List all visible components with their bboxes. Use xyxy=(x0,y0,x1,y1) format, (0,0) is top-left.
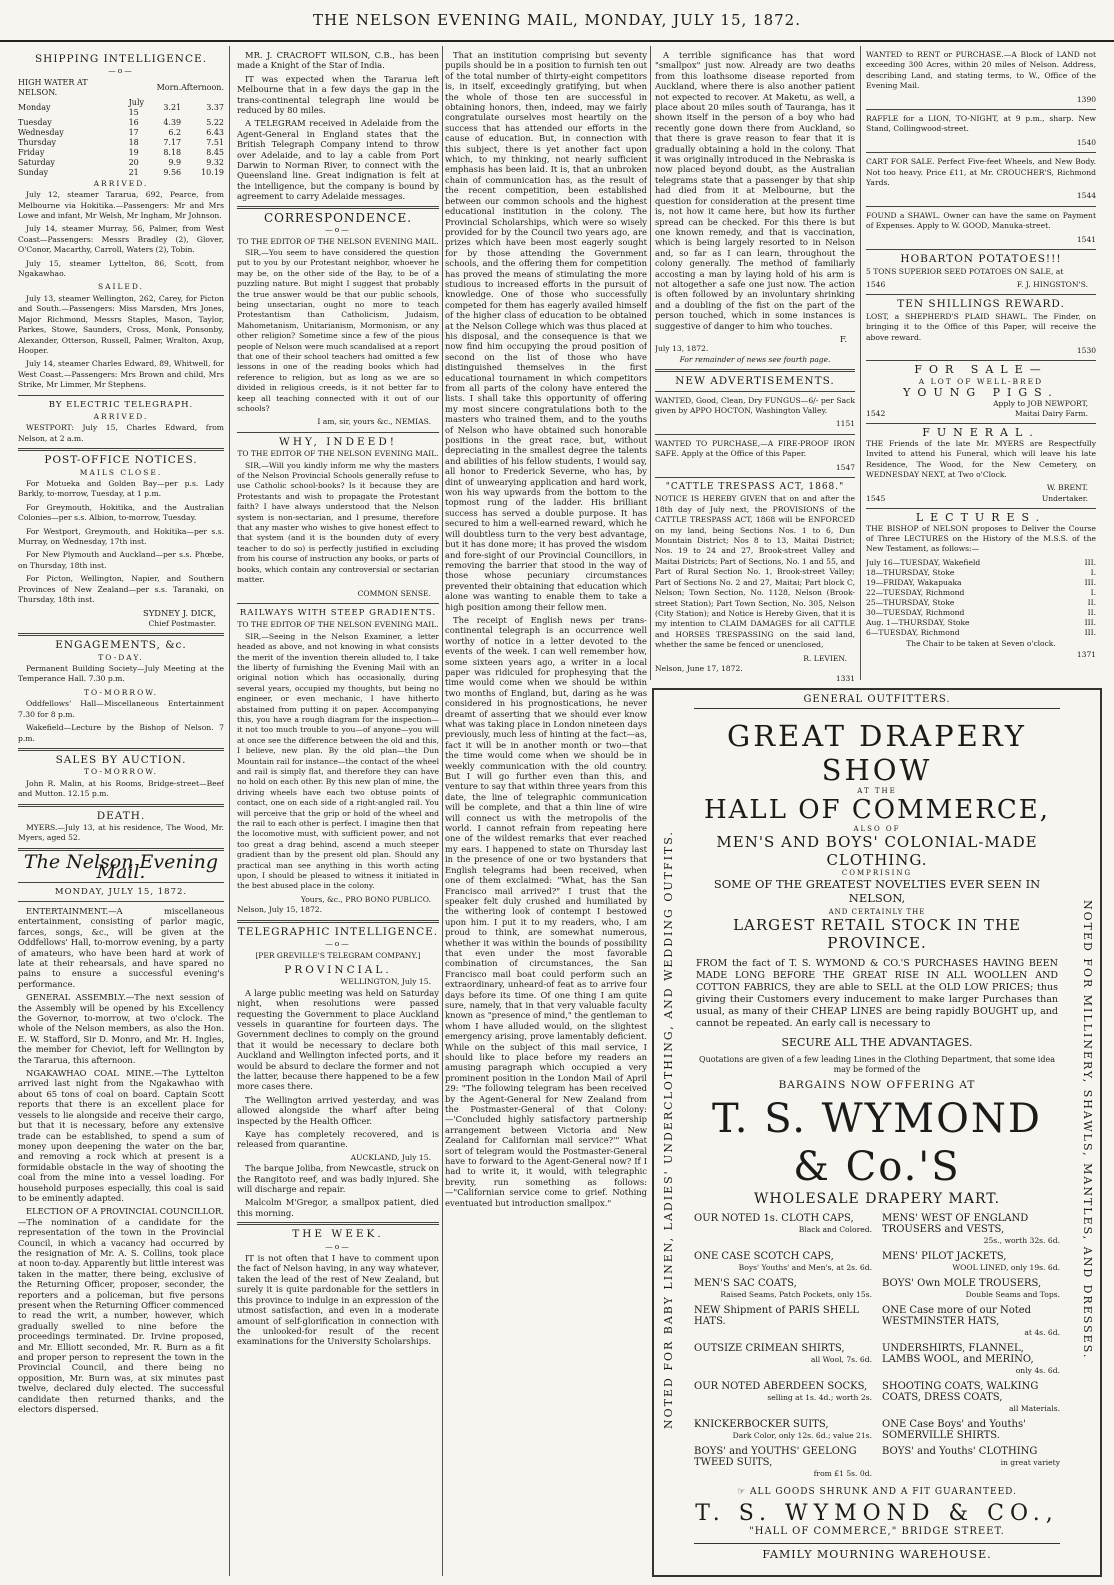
list-item: BOYS' Own MOLE TROUSERS, Double Seams and Tops. xyxy=(882,1278,1060,1299)
right-vertical-banner: NOTED FOR MILLINERY, SHAWLS, MANTLES, AND DRESSES. xyxy=(1081,900,1094,1360)
table-row: 25—THURSDAY, Stoke II. xyxy=(866,597,1096,607)
news-paragraph: MR. J. CRACROFT WILSON, C.B., has been made a Knight of the Star of India. xyxy=(237,50,439,71)
news-paragraph: IT was expected when the Tararua left Melbourne that in a few days the gap in the trans-continental telegraph line would be reduced by 80 miles. xyxy=(237,73,439,116)
news-paragraph: GENERAL ASSEMBLY.—The next session of the Assembly will be opened by his Excellency the Governor, to-morrow, at two o'clock. The whole of the Nelson members, as also the Hon. E. W. Stafford, Sir D. Monro, and Mr. H. Ingles, the member for Cheviot, left for Wellington by the Tararua, this afternoon. xyxy=(18,992,224,1065)
table-row: Saturday 20 9.9 9.32 xyxy=(18,157,224,167)
column-4: A terrible significance has that word "smallpox" just now. Already are two deaths from this loathsome disease reported from Auckland, where there is also another patient not expected to recover. At Maketu, as well, a place about 20 miles south of Tauranga, has it shown itself in the person of a boy who had recently gone down there from Auckland, so that there is grave reason to fear that it is gradually obtaining a hold in the colony. That it was originally introduced in the Nebraska is now placed beyond doubt, as the Australian telegrams state that a passenger by that ship had died from it at Melbourne, but the question for consideration at the present time is, not how it came here, but how its further spread can be checked. For this there is but one known remedy, and that is vaccination, which is being largely resorted to in Nelson and, so far as I can learn, throughout the colony generally. The method of familiarly accosting a man by laying hold of his arm is not altogether a safe one just now. The action is often followed by an involuntary shrinking and a doubling of the fist on the part of the person touched, which in some instances is suggestive of danger to him who touches. F. July 13, 1872. For remainder of news see fourth page. NEW ADVERTISEMENTS. WANTED, Good, Clean, Dry FUNGUS—6/- per Sack given by APPO HOCTON, Washington Valley. 1151 WANTED TO PURCHASE,—A FIRE-PROOF IRON SAFE. Apply at the Office of this Paper. 1547 "CATTLE TRESPASS ACT, 1868." NOTICE IS HEREBY GIVEN that on and after the 18th day of July next, the PROVISIONS of the CATTLE TRESPASS ACT, 1868 will be ENFORCED on my land, being Sections Nos. 1 to 6, Dun Mountain District; Nos 8 to 13, Maitai District; Nos. 19 to 24 and 27, Brook-street Valley and Maitai Districts; Part of Sections, No. 1 and 55, and Part of Rural Section No. 1, Brook-street Valley; Part of Sections No. 2 and 27, Maitai; Part block C, Nelson; Town Section, No. 1128, Nelson (Brook-street Station); Part Town Section, No. 305, Nelson (City Station); and Notice is Hereby Given, that it is my intention to CLAIM DAMAGES for all CATTLE and HORSES TRESPASSING on the said land, whether the same be fenced or unenclosed, R. LEVIEN. Nelson, June 17, 1872. 1331 xyxy=(655,50,855,682)
mens-clothing-heading: MEN'S AND BOYS' COLONIAL-MADE CLOTHING. xyxy=(716,833,1038,869)
correspondence-title: CORRESPONDENCE. xyxy=(263,210,413,225)
letter-date: Nelson, July 15, 1872. xyxy=(237,905,323,915)
table-row: 6—TUESDAY, Richmond III. xyxy=(866,627,1096,637)
engagement-item: Permanent Building Society—July Meeting at the Temperance Hall. 7.30 p.m. xyxy=(18,664,224,684)
letter-body: SIR,—Will you kindly inform me why the masters of the Nelson Provincial Schools generally refuse to use Catholic school-books? Is it because they are Protestants and wish to propagate the Protestant faith? I have always understood that the Nelson system is non-sectarian, and I presume, therefore that any master who wishes to give honest effect to that system (and it is the bounden duty of every teacher to do so) is perfectly justified in excluding from his course of instruction any books, or parts of books, which contain any controversial or sectarian matter. xyxy=(237,460,439,585)
mail-notice: For Motueka and Golden Bay—per p.s. Lady Barkly, to-morrow, Tuesday, at 1 p.m. xyxy=(18,478,224,499)
classified-ad: RAFFLE for a LION, TO-NIGHT, at 9 p.m., sharp. New Stand, Collingwood-street. xyxy=(866,114,1096,134)
news-paragraph: That an institution comprising but seventy pupils should be in a position to furnish ten out of the total number of thirty-eight competitors is, in itself, exceedingly gratifying, but when the whole of those ten are successful in obtaining honors, then, indeed, may we fairly congratulate ourselves most heartily on the success that has attended our efforts in the cause of education. But, in connection with this subject, there is yet another fact upon which, to my thinking, not nearly sufficient emphasis has been laid. It is, that an unbroken chain of communication has, as the result of the recent competition, been established between our common schools and the highest educational institution in the colony. The Provincial Scholarships, which were so wisely provided for by the Council two years ago, are prizes which have been most eagerly sought for by those attending the Government schools, and the offering them for competition has proved the means of stimulating the more studious to increased efforts in the pursuit of knowledge. One of those who successfully competed for them has eagerly availed himself of the higher class of education to be obtained at the Nelson College which was thus placed at his disposal, and the consequence is that we now find him occupying the proud position of second on the list of those who have distinguished themselves in the first educational tournament in which competitors from all parts of the colony have entered the lists. I shall take this opportunity of offering my most sincere congratulations both to the masters who trained them, and to the youths of Nelson who have obtained such honorable positions in the great race, but, without depreciating in the smallest degree the talents and abilities of his fellow students, I would say, all honor to Frederick Severne, who has, by dint of unwearying application and hard work, won his way upwards from the bottom to the topmost rung of the ladder. His brilliant success has served a double purpose. It has secured to him a well-earned reward, which he will doubtless turn to the very best advantage, but it has done more; it has proved the wisdom and fore-sight of our Provincial Councillors, in removing the barrier that stood in the way of those whose pecuniary circumstances prevented their obtaining that education which alone was wanting to enable them to take a high position among their fellow men. xyxy=(445,50,647,612)
post-office-title: POST-OFFICE NOTICES. xyxy=(44,454,198,467)
death-title: DEATH. xyxy=(96,809,146,822)
table-row: 30—TUESDAY, Richmond II. xyxy=(866,607,1096,617)
lectures-notice: THE BISHOP of NELSON proposes to Deliver the Course of Three LECTURES on the History of the M.S.S. of the New Testament, as follows:— xyxy=(866,523,1096,554)
mail-notice: For Westport, Greymouth, and Hokitika—per s.s. Murray, on Wednesday, 17th inst. xyxy=(18,526,224,546)
list-item: UNDERSHIRTS, FLANNEL, LAMBS WOOL, and MERINO, only 4s. 6d. xyxy=(882,1343,1060,1375)
telegram-source: [PER GREVILLE'S TELEGRAM COMPANY.] xyxy=(255,950,421,960)
news-paragraph: ELECTION OF A PROVINCIAL COUNCILLOR.—The nomination of a candidate for the representation of the town in the Provincial Council, in which a vacancy had occurred by the resignation of Mr. A. S. Collins, took place at noon to-day. Apparently but little interest was taken in the matter, there being, exclusive of the Returning Officer, proposer, seconder, the reporters and a policeman, but five persons present when the Returning Officer commenced to read the writ, a number, however, which gradually swelled to nine before the proceedings terminated. Dr. Irvine proposed, and Mr. Elliott seconded, Mr. R. Burn as a fit and proper person to represent the town in the Provincial Council, and there being no opposition, Mr. Burn was, at six minutes past twelve, declared duly elected. The successful candidate then returned thanks, and the electors dispersed. xyxy=(18,1206,224,1415)
sailing-entry: July 13, steamer Wellington, 262, Carey, for Picton and South.—Passengers: Miss Marsden, Mrs Jones, Major Richmond, Messrs Staples, Mason, Taylor, Parkes, Stowe, Saunders, Cross, Monk, Ponsonby, Alexander, Otterson, Russell, Palmer, Wralton, Axup, Hooper. xyxy=(18,293,224,355)
column-1: SHIPPING INTELLIGENCE. —o— HIGH WATER AT NELSON. Morn. Afternoon. Monday July 15 3.21 3.37 Tuesday 16 4.39 5.22 Wednesday 17 6.2 6.43 Thursday 18 7.17 7.51 Friday 19 8.18 8.45 Saturday 20 9.9 9.32 Sunday 21 9.56 10.19 ARRIVED. July 12, steamer Tararua, 692, Pearce, from Melbourne via Hokitika.—Passengers: Mr and Mrs Lowe and infant, Mr Welsh, Mr Ingham, Mr Johnson. July 14, steamer Murray, 56, Palmer, from West Coast—Passengers: Messrs Bradley (2), Glover, O'Conor, Macarthy, Carroll, Waters (2), Tobin. July 15, steamer Lyttelton, 86, Scott, from Ngakawhao. SAILED. July 13, steamer Wellington, 262, Carey, for Picton and South.—Passengers: Miss Marsden, Mrs Jones, Major Richmond, Messrs Staples, Mason, Taylor, Parkes, Stowe, Saunders, Cross, Monk, Ponsonby, Alexander, Otterson, Russell, Palmer, Wralton, Axup, Hooper. July 14, steamer Charles Edward, 89, Whitwell, for West Coast.—Passengers: Mrs Brown and child, Mrs Strike, Mr Limmer, Mr Stephens. BY ELECTRIC TELEGRAPH. ARRIVED. WESTPORT: July 15, Charles Edward, from Nelson, at 2 a.m. POST-OFFICE NOTICES. MAILS CLOSE. For Motueka and Golden Bay—per p.s. Lady Barkly, to-morrow, Tuesday, at 1 p.m. For Greymouth, Hokitika, and the Australian Colonies—per s.s. Albion, to-morrow, Tuesday. For Westport, Greymouth, and Hokitika—per s.s. Murray, on Wednesday, 17th inst. For New Plymouth and Auckland—per s.s. Phœbe, on Thursday, 18th inst. For Picton, Wellington, Napier, and Southern Provinces of New Zealand—per s.s. Taranaki, on Thursday, 18th inst. SYDNEY J. DICK, Chief Postmaster. ENGAGEMENTS, &c. TO-DAY. Permanent Building Society—July Meeting at the Temperance Hall. 7.30 p.m. TO-MORROW. Oddfellows' Hall—Miscellaneous Entertainment 7.30 for 8 p.m. Wakefield—Lecture by the Bishop of Nelson. 7 p.m. SALES BY AUCTION. TO-MORROW. John R. Malin, at his Rooms, Bridge-street—Beef and Mutton. 12.15 p.m. DEATH. MYERS.—July 13, at his residence, The Wood, Mr. Myers, aged 52. The Nelson Evening Mail. MONDAY, JULY 15, 1872. ENTERTAINMENT.—A miscellaneous entertainment, consisting of parlor magic, farces, songs, &c., will be given at the Oddfellows' Hall, to-morrow evening, by a party of amateurs, who have been hard at work of late at their rehearsals, and have spared no pains to ensure a successful evening's performance. GENERAL ASSEMBLY.—The next session of the Assembly will be opened by his Excellency the Governor, to-morrow, at two o'clock. The whole of the Nelson members, as also the Hon. E. W. Stafford, Sir D. Monro, and Mr. H. Ingles, the member for Cheviot, left for Wellington by the Tararua, this afternoon. NGAKAWHAO COAL MINE.—The Lyttelton arrived last night from the Ngakawhao with about 65 tons of coal on board. Captain Scott reports that there is an excellent place for vessels to lie alongside and receive their cargo, but that it is necessary, before any extensive trade can be established, to spend a sum of money upon deepening the water on the bar, and removing a rock which at present is a formidable obstacle in the way of shooting the coal from the mine into a vessel loading. For household purposes especially, this coal is said to be eminently adapted. ELECTION OF A PROVINCIAL COUNCILLOR.—The nomination of a candidate for the representation of the town in the Provincial Council, in which a vacancy had occurred by the resignation of Mr. A. S. Collins, took place at noon to-day. Apparently but little interest was taken in the matter, there being, exclusive of the Returning Officer, proposer, seconder, the reporters and a policeman, but five persons present when the Returning Officer commenced to read the writ, a number, however, which gradually swelled to nine before the proceedings terminated. Dr. Irvine proposed, and Mr. Elliott seconded, Mr. R. Burn as a fit and proper person to represent the town in the Provincial Council, and there being no opposition, Mr. Burn was, at six minutes past twelve, declared duly elected. The successful candidate then returned thanks, and the electors dispersed. xyxy=(18,53,224,1415)
classified-ad: CART FOR SALE. Perfect Five-feet Wheels, and New Body. Not too heavy. Price £11, at Mr. CROUCHER'S, Richmond Yards. xyxy=(866,157,1096,188)
letter-address: TO THE EDITOR OF THE NELSON EVENING MAIL. xyxy=(237,449,439,459)
cattle-notice: NOTICE IS HEREBY GIVEN that on and after the 18th day of July next, the PROVISIONS of the CATTLE TRESPASS ACT, 1868 will be ENFORCED on my land, being Sections Nos. 1 to 6, Dun Mountain District; Nos 8 to 13, Maitai District; Nos. 19 to 24 and 27, Brook-street Valley and Maitai Districts; Part of Sections, No. 1 and 55, and Part of Rural Section No. 1, Brook-street Valley; Part of Sections No. 2 and 27, Maitai; Part block C, Nelson; Town Section, No. 1128, Nelson (Brook-street Station); Part Town Section, No. 305, Nelson (City Station); and Notice is Hereby Given, that it is my intention to CLAIM DAMAGES for all CATTLE and HORSES TRESPASSING on the said land, whether the same be fenced or unenclosed, xyxy=(655,494,855,650)
auction-title: SALES BY AUCTION. xyxy=(55,753,187,766)
drapery-show-headline: GREAT DRAPERY SHOW xyxy=(727,719,1027,787)
letter-heading: RAILWAYS WITH STEEP GRADIENTS. xyxy=(239,607,437,618)
letter-address: TO THE EDITOR OF THE NELSON EVENING MAIL. xyxy=(237,620,439,630)
classified-ad: WANTED, Good, Clean, Dry FUNGUS—6/- per Sack given by APPO HOCTON, Washington Valley. xyxy=(655,395,855,415)
drapery-body-text: FROM the fact of T. S. WYMOND & CO.'S PURCHASES HAVING BEEN MADE LONG BEFORE THE GREAT RISE IN ALL WOOLLEN AND COTTON FABRICS, they are able to SELL at the OLD LOW PRICES; thus giving their Customers every inducement to make larger Purchases than usual, as many of their CHEAP LINES are being rapidly BOUGHT up, and cannot be repeated. An early call is necessary to xyxy=(696,958,1058,1029)
table-row: 19—FRIDAY, Wakapuaka III. xyxy=(866,577,1096,587)
mail-notice: For New Plymouth and Auckland—per s.s. Phœbe, on Thursday, 18th inst. xyxy=(18,550,224,570)
table-row: Aug. 1—THURSDAY, Stoke III. xyxy=(866,617,1096,627)
outfitters-heading: GENERAL OUTFITTERS. xyxy=(694,694,1060,709)
engagements-title: ENGAGEMENTS, &c. xyxy=(55,639,187,652)
letter-date: July 13, 1872. xyxy=(655,344,709,354)
shipping-title: SHIPPING INTELLIGENCE. xyxy=(34,53,208,65)
lecture-schedule xyxy=(866,558,1096,638)
list-item: OUR NOTED 1s. CLOTH CAPS, Black and Colored. xyxy=(694,1213,872,1234)
news-paragraph: A large public meeting was held on Saturday night, when resolutions were passed requesting the Government to place Auckland vessels in quarantine for fourteen days. The Government declines to comply on the ground that it would be necessary to declare both Auckland and Wellington infected ports, and it would be absurd to declare the former and not the latter, because there happened to be a few more cases there. xyxy=(237,987,439,1092)
engagement-item: Oddfellows' Hall—Miscellaneous Entertainment 7.30 for 8 p.m. xyxy=(18,699,224,719)
classified-ad: FOUND a SHAWL. Owner can have the same on Payment of Expenses. Apply to W. GOOD, Manuka-street. xyxy=(866,210,1096,231)
news-paragraph: The barque Joliba, from Newcastle, struck on the Rangitoto reef, and was badly injured. She will discharge and repair. xyxy=(237,1163,439,1195)
mail-notice: For Greymouth, Hokitika, and the Australian Colonies—per s.s. Albion, to-morrow, Tuesday. xyxy=(18,502,224,523)
list-item: ONE CASE SCOTCH CAPS, Boys' Youths' and Men's, at 2s. 6d. xyxy=(694,1251,872,1272)
letter-signature: I am, sir, yours &c., NEMIAS. xyxy=(317,417,431,427)
list-item: SHOOTING COATS, WALKING COATS, DRESS COATS, all Materials. xyxy=(882,1381,1060,1413)
list-item: BOYS' and YOUTHS' GEELONG TWEED SUITS, from £1 5s. 0d. xyxy=(694,1446,872,1478)
list-item: MENS' WEST OF ENGLAND TROUSERS and VESTS, 25s., worth 32s. 6d. xyxy=(882,1213,1060,1245)
firm-address: "HALL OF COMMERCE," BRIDGE STREET. xyxy=(749,1526,1005,1537)
letter-heading: WHY, INDEED! xyxy=(279,435,397,448)
list-item: KNICKERBOCKER SUITS, Dark Color, only 12s. 6d.; value 21s. xyxy=(694,1419,872,1440)
drapery-advertisement: NOTED FOR BABY LINEN, LADIES' UNDERCLOTHING, AND WEDDING OUTFITS. NOTED FOR MILLINERY, SHAWLS, MANTLES, AND DRESSES. GENERAL OUTFITTERS. GREAT DRAPERY SHOW AT THE HALL OF COMMERCE, ALSO OF MEN'S AND BOYS' COLONIAL-MADE CLOTHING. COMPRISING SOME OF THE GREATEST NOVELTIES EVER SEEN IN NELSON, AND CERTAINLY THE LARGEST RETAIL STOCK IN THE PROVINCE. FROM the fact of T. S. WYMOND & CO.'S PURCHASES HAVING BEEN MADE LONG BEFORE THE GREAT RISE IN ALL WOOLLEN AND COTTON FABRICS, they are able to SELL at the OLD LOW PRICES; thus giving their Customers every inducement to make larger Purchases than usual, as many of their CHEAP LINES are being rapidly BOUGHT up, and cannot be repeated. An early call is necessary to SECURE ALL THE ADVANTAGES. Quotations are given of a few leading Lines in the Clothing Department, that some idea may be formed of the BARGAINS NOW OFFERING AT T. S. WYMOND & Co.'S WHOLESALE DRAPERY MART. OUR NOTED 1s. CLOTH CAPS, Black and Colored. MENS' WEST OF ENGLAND TROUSERS and VESTS, 25s., worth 32s. 6d. ONE CASE SCOTCH CAPS, Boys' Youths' and Men's, at 2s. 6d. MENS' PILOT JACKETS, WOOL LINED, only 19s. 6d. MEN'S SAC COATS, Raised Seams, Patch Pockets, only 15s. BOYS' Own MOLE TROUSERS, Double Seams and Tops. NEW Shipment of PARIS SHELL HATS. ONE Case more of our Noted WESTMINSTER HATS, at 4s. 6d. OUTSIZE CRIMEAN SHIRTS, all Wool, 7s. 6d. UNDERSHIRTS, FLANNEL, LAMBS WOOL, and MERINO, only 4s. 6d. OUR NOTED ABERDEEN SOCKS, selling at 1s. 4d.; worth 2s. SHOOTING COATS, WALKING COATS, DRESS COATS, all Materials. KNICKERBOCKER SUITS, Dark Color, only 12s. 6d.; value 21s. ONE Case Boys' and Youths' SOMERVILLE SHIRTS. BOYS' and YOUTHS' GEELONG TWEED SUITS, from £1 5s. 0d. BOYS' and Youths' CLOTHING in great variety ☞ ALL GOODS SHRUNK AND A FIT GUARANTEED. T. S. WYMOND & CO., "HALL OF COMMERCE," BRIDGE STREET. FAMILY MOURNING WAREHOUSE. xyxy=(652,688,1102,1577)
table-row: Monday July 15 3.21 3.37 xyxy=(18,97,224,117)
letter-signature: COMMON SENSE. xyxy=(357,588,431,598)
arrival-entry: July 15, steamer Lyttelton, 86, Scott, from Ngakawhao. xyxy=(18,258,224,279)
list-item: MENS' PILOT JACKETS, WOOL LINED, only 19s. 6d. xyxy=(882,1251,1060,1272)
issue-date: MONDAY, JULY 15, 1872. xyxy=(54,886,188,897)
list-item: ONE Case more of our Noted WESTMINSTER HATS, at 4s. 6d. xyxy=(882,1305,1060,1337)
largest-stock-heading: LARGEST RETAIL STOCK IN THE PROVINCE. xyxy=(733,916,1021,952)
list-item: OUR NOTED ABERDEEN SOCKS, selling at 1s. 4d.; worth 2s. xyxy=(694,1381,872,1402)
column-5: WANTED to RENT or PURCHASE.—A Block of LAND not exceeding 300 Acres, within 20 miles of Nelson. Address, describing Land, and stating terms, to W., Office of the Evening Mail. 1390 RAFFLE for a LION, TO-NIGHT, at 9 p.m., sharp. New Stand, Collingwood-street. 1540 CART FOR SALE. Perfect Five-feet Wheels, and New Body. Not too heavy. Price £11, at Mr. CROUCHER'S, Richmond Yards. 1544 FOUND a SHAWL. Owner can have the same on Payment of Expenses. Apply to W. GOOD, Manuka-street. 1541 HOBARTON POTATOES!!! 5 TONS SUPERIOR SEED POTATOES ON SALE, at 1546 F. J. HINGSTON'S. TEN SHILLINGS REWARD. LOST, a SHEPHERD'S PLAID SHAWL. The Finder, on bringing it to the Office of this Paper, will receive the above reward. 1530 FOR SALE— A LOT OF WELL-BRED YOUNG PIGS. Apply to JOB NEWPORT, 1542 Maitai Dairy Farm. FUNERAL. THE Friends of the late Mr. MYERS are Respectfully Invited to attend his Funeral, which will leave his late Residence, The Wood, for the New Cemetery, on WEDNESDAY NEXT, at Two o'Clock. W. BRENT. 1545 Undertaker. LECTURES. THE BISHOP of NELSON proposes to Deliver the Course of Three LECTURES on the History of the M.S.S. of the New Testament, as follows:— July 16—TUESDAY, Wakefield III. 18—THURSDAY, Stoke I. 19—FRIDAY, Wakapuaka III. 22—TUESDAY, Richmond I. 25—THURSDAY, Stoke II. 30—TUESDAY, Richmond II. Aug. 1—THURSDAY, Stoke III. 6—TUESDAY, Richmond III. The Chair to be taken at Seven o'clock. 1371 xyxy=(866,50,1096,660)
news-paragraph: ENTERTAINMENT.—A miscellaneous entertainment, consisting of parlor magic, farces, songs, &c., will be given at the Oddfellows' Hall, to-morrow evening, by a party of amateurs, who have been hard at work of late at their rehearsals, and have spared no pains to ensure a successful evening's performance. xyxy=(18,905,224,989)
table-row: Tuesday 16 4.39 5.22 xyxy=(18,117,224,127)
lectures-title: LECTURES. xyxy=(915,511,1047,525)
death-notice: MYERS.—July 13, at his residence, The Wood, Mr. Myers, aged 52. xyxy=(18,822,224,843)
pointing-hand-icon: ☞ xyxy=(737,1487,747,1497)
news-paragraph: IT is not often that I have to comment upon the fact of Nelson having, in any way whatever, taken the lead of the rest of New Zealand, but surely it is quite pardonable for the settlers in this province to indulge in an expression of the utmost satisfaction, and even in a moderate amount of self-glorification in connection with the unlooked-for result of the recent examinations for the University Scholarships. xyxy=(237,1253,439,1347)
dateline: AUCKLAND, July 15. xyxy=(350,1152,431,1162)
news-paragraph: Kaye has completely recovered, and is released from quarantine. xyxy=(237,1129,439,1150)
provincial-heading: PROVINCIAL. xyxy=(284,963,392,976)
telegraphic-title: TELEGRAPHIC INTELLIGENCE. xyxy=(237,925,439,938)
column-2: MR. J. CRACROFT WILSON, C.B., has been made a Knight of the Star of India. IT was expected when the Tararua left Melbourne that in a few days the gap in the trans-continental telegraph line would be reduced by 80 miles. A TELEGRAM received in Adelaide from the Agent-General in England states that the British Telegraph Company intend to throw over Adelaide, and to lay a cable from Port Darwin to Norman River, to connect with the Queensland line. Great indignation is felt at the intelligence, but the company is bound by agreement to carry Adelaide messages. CORRESPONDENCE. —o— TO THE EDITOR OF THE NELSON EVENING MAIL. SIR,—You seem to have considered the question put to you by our Protestant neighbor, whoever he may be, on the other side of the Bay, to be of a puzzling nature. But might I suggest that probably the true answer would be that our public schools, being unsectarian, ought no more to teach Protestantism than Catholicism, Judaism, Mahometanism, Unitarianism, Mormonism, or any other religion? Sometime since a few of the pious people of Nelson were much scandalised at a report that one of their school teachers had omitted a few lessons in one of the reading books which had reference to religion, but as long as we are so divided in religious creeds, is it not better far to keep all teaching connected with it out of our schools? I am, sir, yours &c., NEMIAS. WHY, INDEED! TO THE EDITOR OF THE NELSON EVENING MAIL. SIR,—Will you kindly inform me why the masters of the Nelson Provincial Schools generally refuse to use Catholic school-books? Is it because they are Protestants and wish to propagate the Protestant faith? I have always understood that the Nelson system is non-sectarian, and I presume, therefore that any master who wishes to give honest effect to that system (and it is the bounden duty of every teacher to do so) is perfectly justified in excluding from his course of instruction any books, or parts of books, which contain any controversial or sectarian matter. COMMON SENSE. RAILWAYS WITH STEEP GRADIENTS. TO THE EDITOR OF THE NELSON EVENING MAIL. SIR,—Seeing in the Nelson Examiner, a letter headed as above, and not knowing in what consists the merit of the invention therein alluded to, I take the liberty of furnishing the Evening Mail with an original notion which has occasionally, during several years, occupied my thoughts, but being no engineer, or even mechanic, I have hitherto abstained from putting it on paper. Accompanying this, you have a rough diagram for the inspection—it not too much trouble to you—of anyone—you will at once see the difference between the old and this, I believe, new plan. By the old plan—the Dun Mountain rail for instance—the contact of the wheel and rail is simply flat, and therefore they can have no hold on each other. By this new plan of mine, the driving wheels have each two obtuse points of contact, one on each side of a right-angled rail. You will perceive that the grip or hold of the wheel and the rail to each other is perfect. I imagine then that the locomotive must, with sufficient power, and not too great a drag behind, ascend a much steeper gradient than by the present old plan. Should any practical man see anything in this worth acting upon, I should be pleased to witness it initiated in the best abused place in the colony. Yours, &c., PRO BONO PUBLICO. Nelson, July 15, 1872. TELEGRAPHIC INTELLIGENCE. —o— [PER GREVILLE'S TELEGRAM COMPANY.] PROVINCIAL. WELLINGTON, July 15. A large public meeting was held on Saturday night, when resolutions were passed requesting the Government to place Auckland vessels in quarantine for fourteen days. The Government declines to comply on the ground that it would be necessary to declare both Auckland and Wellington infected ports, and it would be absurd to declare the former and not the latter, because there happened to be a few more cases there. The Wellington arrived yesterday, and was allowed alongside the wharf after being inspected by the Health Officer. Kaye has completely recovered, and is released from quarantine. AUCKLAND, July 15. The barque Joliba, from Newcastle, struck on the Rangitoto reef, and was badly injured. She will discharge and repair. Malcolm M'Gregor, a smallpox patient, died this morning. THE WEEK. —o— IT is not often that I have to comment upon the fact of Nelson having, in any way whatever, taken the lead of the rest of New Zealand, but surely it is quite pardonable for the settlers in this province to indulge in an expression of the utmost satisfaction, and even in a moderate amount of self-glorification in connection with the unlooked-for result of the recent examinations for the University Scholarships. xyxy=(237,50,439,1347)
pigs-heading: YOUNG PIGS. xyxy=(903,386,1059,400)
column-rule xyxy=(650,46,651,680)
arrival-entry: July 12, steamer Tararua, 692, Pearce, from Melbourne via Hokitika.—Passengers: Mr and Mrs Lowe and infant, Mr Welsh, Mr Ingham, Mr Johnson. xyxy=(18,190,224,221)
list-item: NEW Shipment of PARIS SHELL HATS. xyxy=(694,1305,860,1327)
for-sale-title: FOR SALE— xyxy=(914,363,1048,377)
table-row: Thursday 18 7.17 7.51 xyxy=(18,137,224,147)
list-item: ONE Case Boys' and Youths' SOMERVILLE SHIRTS. xyxy=(882,1419,1026,1441)
hall-of-commerce-heading: HALL OF COMMERCE, xyxy=(703,795,1050,825)
list-item: OUTSIZE CRIMEAN SHIRTS, all Wool, 7s. 6d. xyxy=(694,1343,872,1364)
table-row: 18—THURSDAY, Stoke I. xyxy=(866,567,1096,577)
sailing-entry: July 14, steamer Charles Edward, 89, Whitwell, for West Coast.—Passengers: Mrs Brown and child, Mrs Strike, Mr Limmer, Mr Stephens. xyxy=(18,359,224,390)
news-paragraph: A TELEGRAM received in Adelaide from the Agent-General in England states that the British Telegraph Company intend to throw over Adelaide, and to lay a cable from Port Darwin to Norman River, to connect with the Queensland line. Great indignation is felt at the intelligence, but the company is bound by agreement to carry Adelaide messages. xyxy=(237,118,439,202)
list-item: MEN'S SAC COATS, Raised Seams, Patch Pockets, only 15s. xyxy=(694,1278,872,1299)
notice-signature: R. LEVIEN. xyxy=(803,653,847,663)
letter-signature: Yours, &c., PRO BONO PUBLICO. xyxy=(300,894,431,904)
list-item: BOYS' and Youths' CLOTHING in great variety xyxy=(882,1446,1060,1467)
column-3 xyxy=(445,50,647,1580)
sailed-label: SAILED. xyxy=(97,282,145,292)
reward-title: TEN SHILLINGS REWARD. xyxy=(897,298,1065,311)
author-initial: F. xyxy=(839,333,847,344)
funeral-title: FUNERAL. xyxy=(922,426,1040,440)
letter-address: TO THE EDITOR OF THE NELSON EVENING MAIL. xyxy=(237,236,439,246)
classified-ad: WANTED to RENT or PURCHASE.—A Block of LAND not exceeding 300 Acres, within 20 miles of Nelson. Address, describing Land, and stating terms, to W., Office of the Evening Mail. xyxy=(866,50,1096,91)
news-paragraph: A terrible significance has that word "smallpox" just now. Already are two deaths from this loathsome disease reported from Auckland, where there is also another patient not expected to recover. At Maketu, as well, a place about 20 miles south of Tauranga, has it shown itself in the person of a boy who had recently gone down there from Auckland, so that there is grave reason to fear that it is gradually obtaining a hold in the colony. That it was originally introduced in the Nebraska is now placed beyond doubt, as the Australian telegrams state that a passenger by that ship had died from it at Melbourne, but the question for consideration at the present time is, not how it came here, but how its further spread can be checked. For this there is but one known remedy, and that is vaccination, which is being largely resorted to in Nelson and, so far as I can learn, throughout the colony generally. The method of familiarly accosting a man by laying hold of his arm is not altogether a safe one just now. The action is often followed by an involuntary shrinking and a doubling of the fist on the part of the person touched, which in some instances is suggestive of danger to him who touches. xyxy=(655,50,855,331)
postmaster-signature: SYDNEY J. DICK, xyxy=(143,608,216,619)
reward-ad: LOST, a SHEPHERD'S PLAID SHAWL. The Finder, on bringing it to the Office of this Paper, will receive the above reward. xyxy=(866,311,1096,342)
masthead: THE NELSON EVENING MAIL, MONDAY, JULY 15, 1872. xyxy=(0,0,1114,42)
wymond-brand-heading: T. S. WYMOND & Co.'S xyxy=(712,1096,1042,1190)
news-paragraph: The Wellington arrived yesterday, and was allowed alongside the wharf after being inspected by the Health Officer. xyxy=(237,1094,439,1126)
column-rule xyxy=(229,46,230,1576)
news-paragraph: The receipt of English news per trans-continental telegraph is an occurrence well worthy of notice in a letter devoted to the events of the week. I can well remember how, some sixteen years ago, a writer in a local paper was ridiculed for prophesying that the time would come when we should be within two months of England, but, daring as he was considered in his prognostications, he never dreamt of asserting that we should ever know what was taking place in London nineteen days previously, much less of hinting at the fact—as, fact it will be in another month or two—that the time would come when we should be in weekly communication with the old country. But I will go further even than this, and venture to say that within three years from this date, the line of telegraphic communication will be complete, and that a thin line of wire will connect us with the metropolis of the world. I cannot refrain from repeating here one of the wildest remarks that ever reached my ears. I happened to state on Thursday last in the presence of one or two bystanders that English telegrams had been received, when one of them exclaimed: "What, has the San Francisco mail arrived?" I trust that the speaker felt duly crushed and humiliated by the withering look of contempt I bestowed upon him. I put it to my readers, who, I am proud to think, are somewhat numerous, whether it was within the bounds of possibility that even under the most favorable combination of circumstances, the San Francisco mail boat could perform such an extraordinary, unheard-of feat as to arrive four days before its time. Of one thing I am quite sure, namely, that in that very valuable faculty known as "presence of mind," the gentleman to whom I have alluded would, on the slightest emergency arising, prove lamentably deficient. While on the subject of this mail service, I should like to place before my readers an amusing paragraph which occupied a very prominent position in the London Mail of April 29: "The following telegram has been received by the Agent-General for New Zealand from the Postmaster-General of that Colony:—'Concluded highly satisfactory partnership arrangement between Victoria and New Zealand for Californian mail service?'" What sort of telegram would the Postmaster-General have to forward to the Agent-General now? If I had to write it, it would, with telegraphic brevity, run something as follows:—"Californian service come to grief. Nothing eventuated but introduction smallpox." xyxy=(445,614,647,1208)
potatoes-title: HOBARTON POTATOES!!! xyxy=(900,253,1062,266)
tide-table: HIGH WATER AT NELSON. Morn. Afternoon. Monday July 15 3.21 3.37 Tuesday 16 4.39 5.22 Wednesday 17 6.2 6.43 Thursday 18 7.17 7.51 Friday 19 8.18 8.45 Saturday 20 9.9 9.32 Sunday 21 9.56 10.19 xyxy=(18,77,224,177)
price-list xyxy=(694,1213,1060,1479)
table-row: Friday 19 8.18 8.45 xyxy=(18,147,224,157)
letter-body: SIR,—Seeing in the Nelson Examiner, a letter headed as above, and not knowing in what consists the merit of the invention therein alluded to, I take the liberty of furnishing the Evening Mail with an original notion which has occasionally, during several years, occupied my thoughts, but being no engineer, or even mechanic, I have hitherto abstained from putting it on paper. Accompanying this, you have a rough diagram for the inspection—it not too much trouble to you—of anyone—you will at once see the difference between the old and this, I believe, new plan. By the old plan—the Dun Mountain rail for instance—the contact of the wheel and rail is simply flat, and therefore they can have no hold on each other. By this new plan of mine, the driving wheels have each two obtuse points of contact, one on each side of a right-angled rail. You will perceive that the grip or hold of the wheel and the rail to each other is perfect. I imagine then that the locomotive must, with sufficient power, and not too great a drag behind, ascend a much steeper gradient than by the present old plan. Should any practical man see anything in this worth acting upon, I should be pleased to witness it initiated in the best abused place in the colony. xyxy=(237,631,439,891)
table-row: Wednesday 17 6.2 6.43 xyxy=(18,127,224,137)
table-row: July 16—TUESDAY, Wakefield III. xyxy=(866,557,1096,567)
engagement-item: Wakefield—Lecture by the Bishop of Nelson. 7 p.m. xyxy=(18,723,224,743)
continuation-note: For remainder of news see fourth page. xyxy=(679,354,831,364)
potatoes-ad: 5 TONS SUPERIOR SEED POTATOES ON SALE, at xyxy=(866,266,1064,276)
dateline: WELLINGTON, July 15. xyxy=(340,977,431,987)
news-paragraph: NGAKAWHAO COAL MINE.—The Lyttelton arrived last night from the Ngakawhao with about 65 tons of coal on board. Captain Scott reports that there is an excellent place for vessels to lie alongside and receive their cargo, but that it is necessary, before any extensive trade can be established, to spend a sum of money upon deepening the water on the bar, and removing a rock which at present is a formidable obstacle in the way of shooting the coal from the mine into a vessel loading. For household purposes especially, this coal is said to be eminently adapted. xyxy=(18,1068,224,1203)
auction-item: John R. Malin, at his Rooms, Bridge-street—Beef and Mutton. 12.15 p.m. xyxy=(18,778,224,799)
newspaper-nameplate: The Nelson Evening Mail. xyxy=(23,850,219,884)
table-row: Sunday 21 9.56 10.19 xyxy=(18,167,224,177)
column-rule xyxy=(442,46,443,1576)
telegraph-arrival: WESTPORT: July 15, Charles Edward, from Nelson, at 2 a.m. xyxy=(18,423,224,443)
new-advertisements-title: NEW ADVERTISEMENTS. xyxy=(675,375,835,388)
news-paragraph: Malcolm M'Gregor, a smallpox patient, died this morning. xyxy=(237,1197,439,1218)
telegraph-title: BY ELECTRIC TELEGRAPH. xyxy=(48,399,194,410)
firm-name: T. S. WYMOND & CO., xyxy=(695,1501,1059,1526)
mourning-warehouse-banner: FAMILY MOURNING WAREHOUSE. xyxy=(694,1543,1060,1561)
column-rule xyxy=(860,46,861,680)
table-row: 22—TUESDAY, Richmond I. xyxy=(866,587,1096,597)
notice-date: Nelson, June 17, 1872. xyxy=(655,663,743,673)
mail-notice: For Picton, Wellington, Napier, and Southern Provinces of New Zealand—per s.s. Taranaki, on Thursday, 18th inst. xyxy=(18,574,224,605)
arrived-label: ARRIVED. xyxy=(93,178,149,188)
week-title: THE WEEK. xyxy=(292,1228,384,1241)
letter-body: SIR,—You seem to have considered the question put to you by our Protestant neighbor, whoever he may be, on the other side of the Bay, to be of a puzzling nature. But might I suggest that probably the true answer would be that our public schools, being unsectarian, ought no more to teach Protestantism than Catholicism, Judaism, Mahometanism, Unitarianism, Mormonism, or any other religion? Sometime since a few of the pious people of Nelson were much scandalised at a report that one of their school teachers had omitted a few lessons in one of the reading books which had reference to religion, but as long as we are so divided in religious creeds, is it not better far to keep all teaching connected with it out of our schools? xyxy=(237,247,439,413)
funeral-notice: THE Friends of the late Mr. MYERS are Respectfully Invited to attend his Funeral, which will leave his late Residence, The Wood, for the New Cemetery, on WEDNESDAY NEXT, at Two o'Clock. xyxy=(866,438,1096,479)
left-vertical-banner: NOTED FOR BABY LINEN, LADIES' UNDERCLOTHING, AND WEDDING OUTFITS. xyxy=(662,830,675,1430)
cattle-act-title: "CATTLE TRESPASS ACT, 1868." xyxy=(665,482,845,493)
classified-ad: WANTED TO PURCHASE,—A FIRE-PROOF IRON SAFE. Apply at the Office of this Paper. xyxy=(655,438,855,459)
arrival-entry: July 14, steamer Murray, 56, Palmer, from West Coast—Passengers: Messrs Bradley (2), Glover, O'Conor, Macarthy, Carroll, Waters (2), Tobin. xyxy=(18,224,224,255)
